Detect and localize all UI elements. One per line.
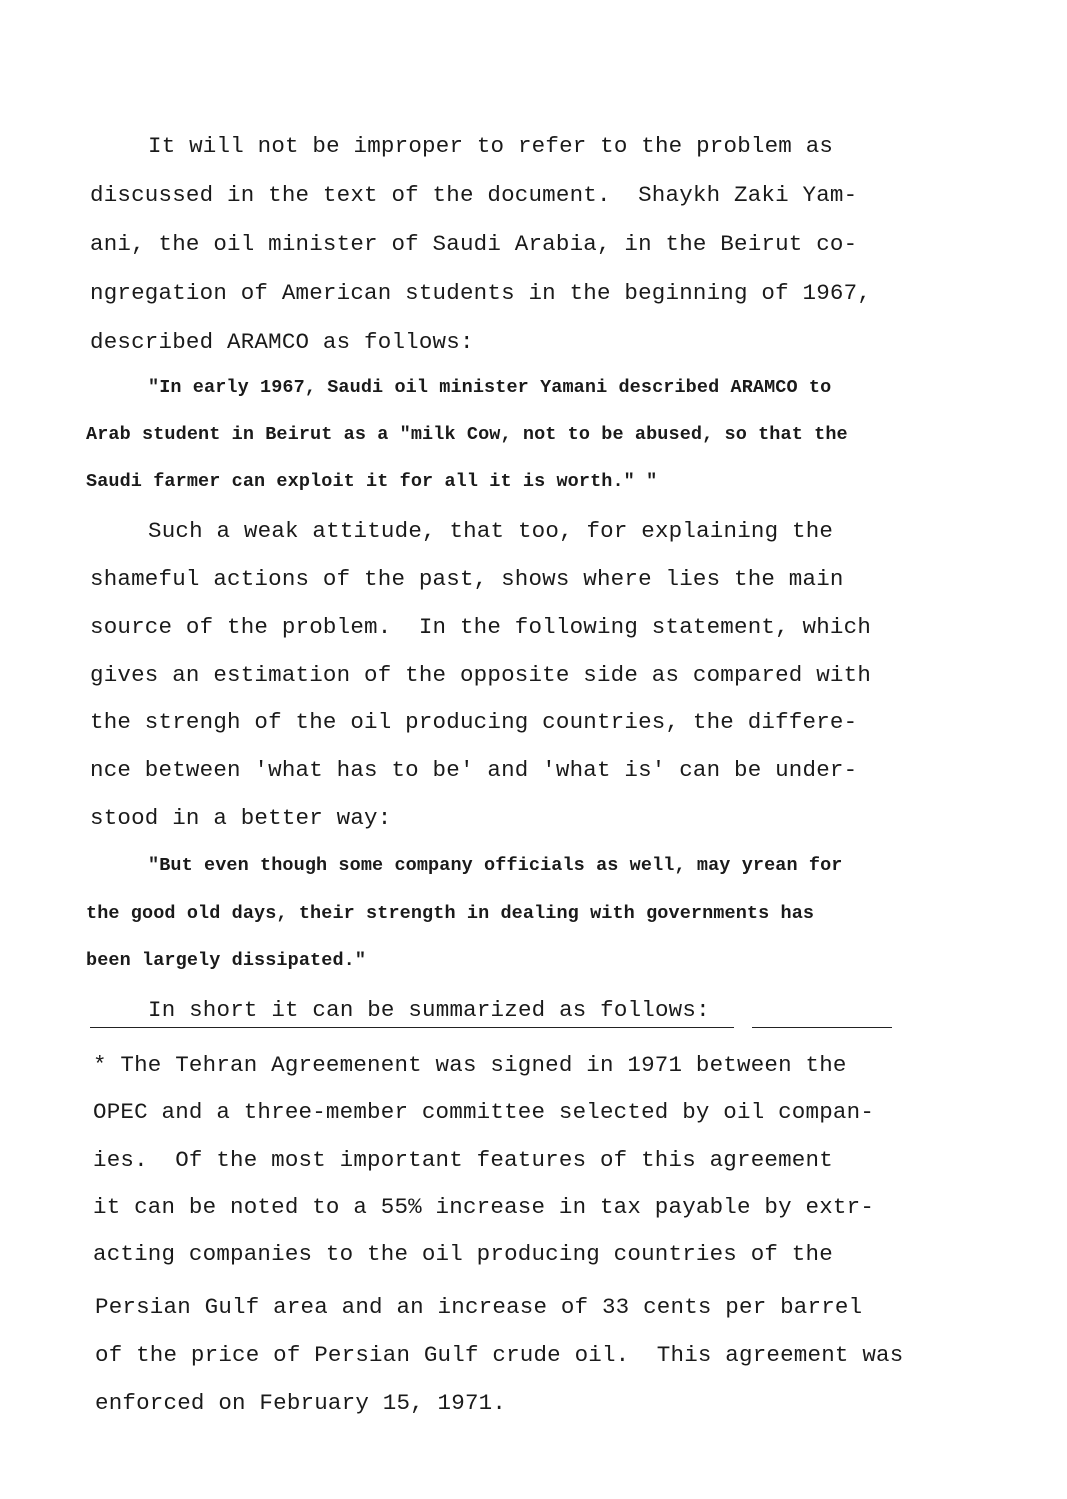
text-line: enforced on February 15, 1971. — [95, 1390, 507, 1416]
quote-line: Saudi farmer can exploit it for all it is worth." " — [86, 471, 658, 492]
text-line: stood in a better way: — [90, 805, 392, 831]
quote-line: "In early 1967, Saudi oil minister Yamani described ARAMCO to — [148, 377, 832, 398]
quote-line: Arab student in Beirut as a "milk Cow, not to be abused, so that the — [86, 424, 848, 445]
quote-line: "But even though some company officials as well, may yrean for — [148, 855, 843, 876]
text-line: It will not be improper to refer to the problem as — [148, 133, 834, 159]
text-line: ies. Of the most important features of this agreement — [93, 1147, 833, 1173]
quote-line: the good old days, their strength in dealing with governments has — [86, 903, 815, 924]
text-line: ani, the oil minister of Saudi Arabia, in the Beirut co- — [90, 231, 858, 257]
text-line: of the price of Persian Gulf crude oil. This agreement was — [95, 1342, 904, 1368]
summary-heading: In short it can be summarized as follows: — [148, 997, 710, 1023]
text-line: Persian Gulf area and an increase of 33 cents per barrel — [95, 1294, 863, 1320]
text-line: the strengh of the oil producing countries, the differe- — [90, 709, 858, 735]
text-line: shameful actions of the past, shows where lies the main — [90, 566, 844, 592]
text-line: gives an estimation of the opposite side as compared with — [90, 662, 872, 688]
text-line: it can be noted to a 55% increase in tax payable by extr- — [93, 1194, 875, 1220]
text-line: * The Tehran Agreemenent was signed in 1971 between the — [93, 1052, 847, 1078]
horizontal-rule-short — [752, 1027, 892, 1028]
text-line: discussed in the text of the document. Shaykh Zaki Yam- — [90, 182, 858, 208]
text-line: described ARAMCO as follows: — [90, 329, 474, 355]
horizontal-rule — [90, 1027, 734, 1028]
text-line: Such a weak attitude, that too, for explaining the — [148, 518, 834, 544]
text-line: nce between 'what has to be' and 'what is' can be under- — [90, 757, 858, 783]
text-line: acting companies to the oil producing countries of the — [93, 1241, 833, 1267]
text-line: ngregation of American students in the beginning of 1967, — [90, 280, 872, 306]
text-line: source of the problem. In the following statement, which — [90, 614, 872, 640]
quote-line: been largely dissipated." — [86, 950, 367, 971]
text-line: OPEC and a three-member committee selected by oil compan- — [93, 1099, 875, 1125]
